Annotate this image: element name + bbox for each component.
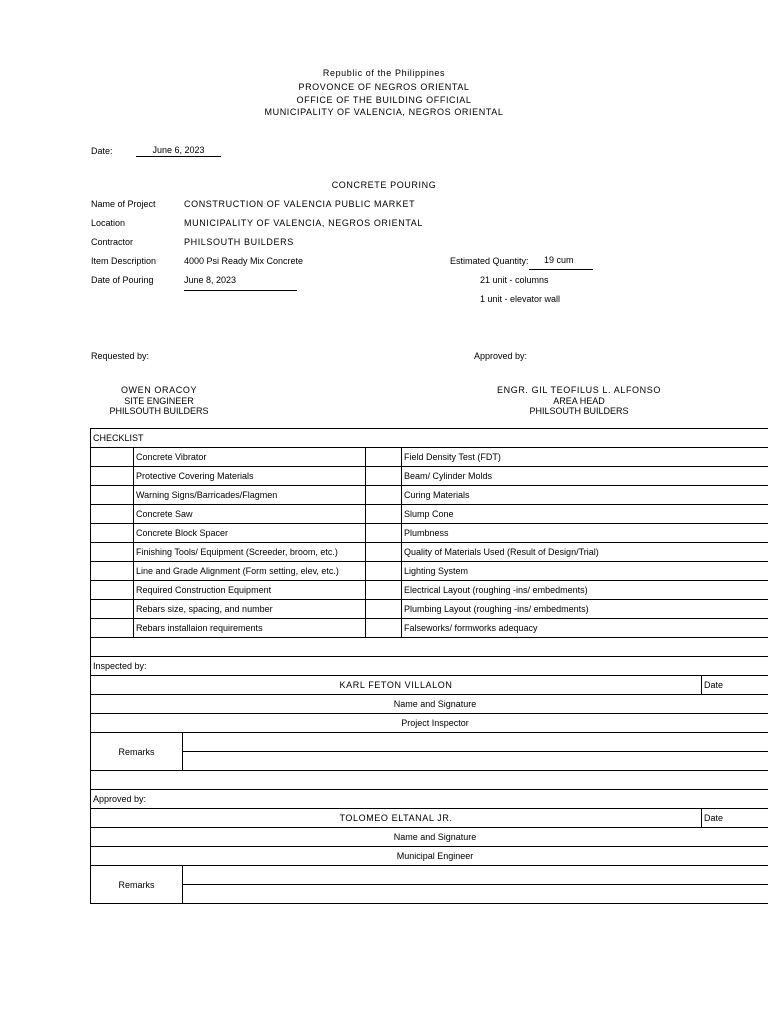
elevator-note: 1 unit - elevator wall (480, 294, 561, 304)
checklist-table (90, 428, 768, 904)
checklist-title: CHECKLIST (91, 429, 768, 448)
inspection-remarks-field[interactable] (183, 733, 768, 752)
checkbox-right[interactable] (366, 467, 402, 486)
inspector-signature-label: Name and Signature (91, 695, 768, 714)
checklist-item-left: Required Construction Equipment (134, 581, 366, 600)
approval-remarks-field-2[interactable] (183, 885, 768, 904)
project-label: Name of Project (91, 199, 156, 209)
checklist-item-right: Lighting System (402, 562, 768, 581)
checkbox-left[interactable] (91, 543, 134, 562)
checklist-item-left: Protective Covering Materials (134, 467, 366, 486)
inspection-remarks-row-2 (91, 752, 768, 771)
checklist-item-left: Line and Grade Alignment (Form setting, elev, etc.) (134, 562, 366, 581)
checklist-item-left: Finishing Tools/ Equipment (Screeder, broom, etc.) (134, 543, 366, 562)
checkbox-left[interactable] (91, 619, 134, 638)
checkbox-left[interactable] (91, 562, 134, 581)
checklist-row (91, 505, 768, 524)
checkbox-right[interactable] (366, 448, 402, 467)
checkbox-right[interactable] (366, 543, 402, 562)
header-province: PROVONCE OF NEGROS ORIENTAL (298, 82, 470, 92)
header-office: OFFICE OF THE BUILDING OFFICIAL (296, 95, 472, 105)
checkbox-right[interactable] (366, 619, 402, 638)
inspector-date-label: Date (702, 676, 768, 695)
inspection-remarks-label: Remarks (91, 733, 183, 771)
checklist-item-right: Plumbness (402, 524, 768, 543)
checklist-item-right: Beam/ Cylinder Molds (402, 467, 768, 486)
engineer-signature-row (91, 828, 768, 847)
final-approved-by-label: Approved by: (91, 790, 768, 809)
contractor-value: PHILSOUTH BUILDERS (184, 237, 294, 247)
checkbox-left[interactable] (91, 467, 134, 486)
inspector-name-row (91, 676, 768, 695)
checkbox-right[interactable] (366, 505, 402, 524)
checklist-row (91, 448, 768, 467)
engineer-role-row (91, 847, 768, 866)
requested-by-label: Requested by: (91, 351, 150, 361)
checklist-item-right: Electrical Layout (roughing -ins/ embedments) (402, 581, 768, 600)
columns-note: 21 unit - columns (480, 275, 549, 285)
date-label: Date: (91, 146, 113, 156)
checklist-item-left: Concrete Vibrator (134, 448, 366, 467)
form-title: CONCRETE POURING (331, 180, 437, 190)
checklist-row (91, 581, 768, 600)
checkbox-right[interactable] (366, 581, 402, 600)
item-value: 4000 Psi Ready Mix Concrete (184, 256, 304, 266)
engineer-role: Municipal Engineer (91, 847, 768, 866)
checklist-header-row (91, 429, 768, 448)
engineer-name: TOLOMEO ELTANAL JR. (91, 809, 702, 828)
checklist-row (91, 600, 768, 619)
blank-row (91, 638, 768, 657)
approved-by-label: Approved by: (474, 351, 528, 361)
inspection-remarks-field-2[interactable] (183, 752, 768, 771)
quantity-value: 19 cum (529, 255, 593, 270)
quantity-label: Estimated Quantity: (450, 256, 529, 266)
checkbox-left[interactable] (91, 581, 134, 600)
checklist-item-right: Quality of Materials Used (Result of Design/Trial) (402, 543, 768, 562)
checklist-row (91, 467, 768, 486)
checklist-item-left: Rebars installaion requirements (134, 619, 366, 638)
checkbox-left[interactable] (91, 486, 134, 505)
checklist-item-right: Curing Materials (402, 486, 768, 505)
engineer-signature-label: Name and Signature (91, 828, 768, 847)
item-label: Item Description (91, 256, 157, 266)
checkbox-left[interactable] (91, 600, 134, 619)
inspector-role-row (91, 714, 768, 733)
approval-remarks-field[interactable] (183, 866, 768, 885)
checkbox-left[interactable] (91, 524, 134, 543)
approval-remarks-label: Remarks (91, 866, 183, 904)
approval-remarks-row-2 (91, 885, 768, 904)
approver-company: PHILSOUTH BUILDERS (529, 406, 629, 416)
engineer-name-row (91, 809, 768, 828)
final-approved-by-row (91, 790, 768, 809)
header-municipality: MUNICIPALITY OF VALENCIA, NEGROS ORIENTAL (264, 107, 504, 117)
location-value: MUNICIPALITY OF VALENCIA, NEGROS ORIENTAL (184, 218, 423, 228)
engineer-date-label: Date (702, 809, 768, 828)
checkbox-right[interactable] (366, 524, 402, 543)
checklist-item-left: Rebars size, spacing, and number (134, 600, 366, 619)
inspected-by-row (91, 657, 768, 676)
checklist-row (91, 562, 768, 581)
checklist-row (91, 486, 768, 505)
checklist-row (91, 543, 768, 562)
inspected-by-label: Inspected by: (91, 657, 768, 676)
date-value: June 6, 2023 (136, 145, 221, 157)
checklist-item-right: Plumbing Layout (roughing -ins/ embedments) (402, 600, 768, 619)
checklist-item-left: Warning Signs/Barricades/Flagmen (134, 486, 366, 505)
pouring-value: June 8, 2023 (184, 275, 297, 291)
approval-remarks-row (91, 866, 768, 885)
project-value: CONSTRUCTION OF VALENCIA PUBLIC MARKET (184, 199, 416, 209)
checkbox-right[interactable] (366, 562, 402, 581)
inspector-role: Project Inspector (91, 714, 768, 733)
inspector-name: KARL FETON VILLALON (91, 676, 702, 695)
inspection-remarks-row (91, 733, 768, 752)
approver-title: AREA HEAD (553, 396, 605, 406)
requester-company: PHILSOUTH BUILDERS (109, 406, 209, 416)
checklist-item-left: Concrete Block Spacer (134, 524, 366, 543)
checklist-row (91, 619, 768, 638)
contractor-label: Contractor (91, 237, 134, 247)
checklist-item-right: Falseworks/ formworks adequacy (402, 619, 768, 638)
approver-name: ENGR. GIL TEOFILUS L. ALFONSO (497, 385, 661, 395)
checkbox-right[interactable] (366, 600, 402, 619)
requester-name: OWEN ORACOY (120, 385, 198, 395)
checkbox-left[interactable] (91, 448, 134, 467)
pouring-label: Date of Pouring (91, 275, 154, 285)
blank-row (91, 771, 768, 790)
header-republic: Republic of the Philippines (322, 68, 446, 78)
checklist-row (91, 524, 768, 543)
checkbox-right[interactable] (366, 486, 402, 505)
checklist-item-right: Slump Cone (402, 505, 768, 524)
requester-title: SITE ENGINEER (124, 396, 194, 406)
checkbox-left[interactable] (91, 505, 134, 524)
location-label: Location (91, 218, 126, 228)
checklist-item-right: Field Density Test (FDT) (402, 448, 768, 467)
checklist-item-left: Concrete Saw (134, 505, 366, 524)
inspector-signature-row (91, 695, 768, 714)
